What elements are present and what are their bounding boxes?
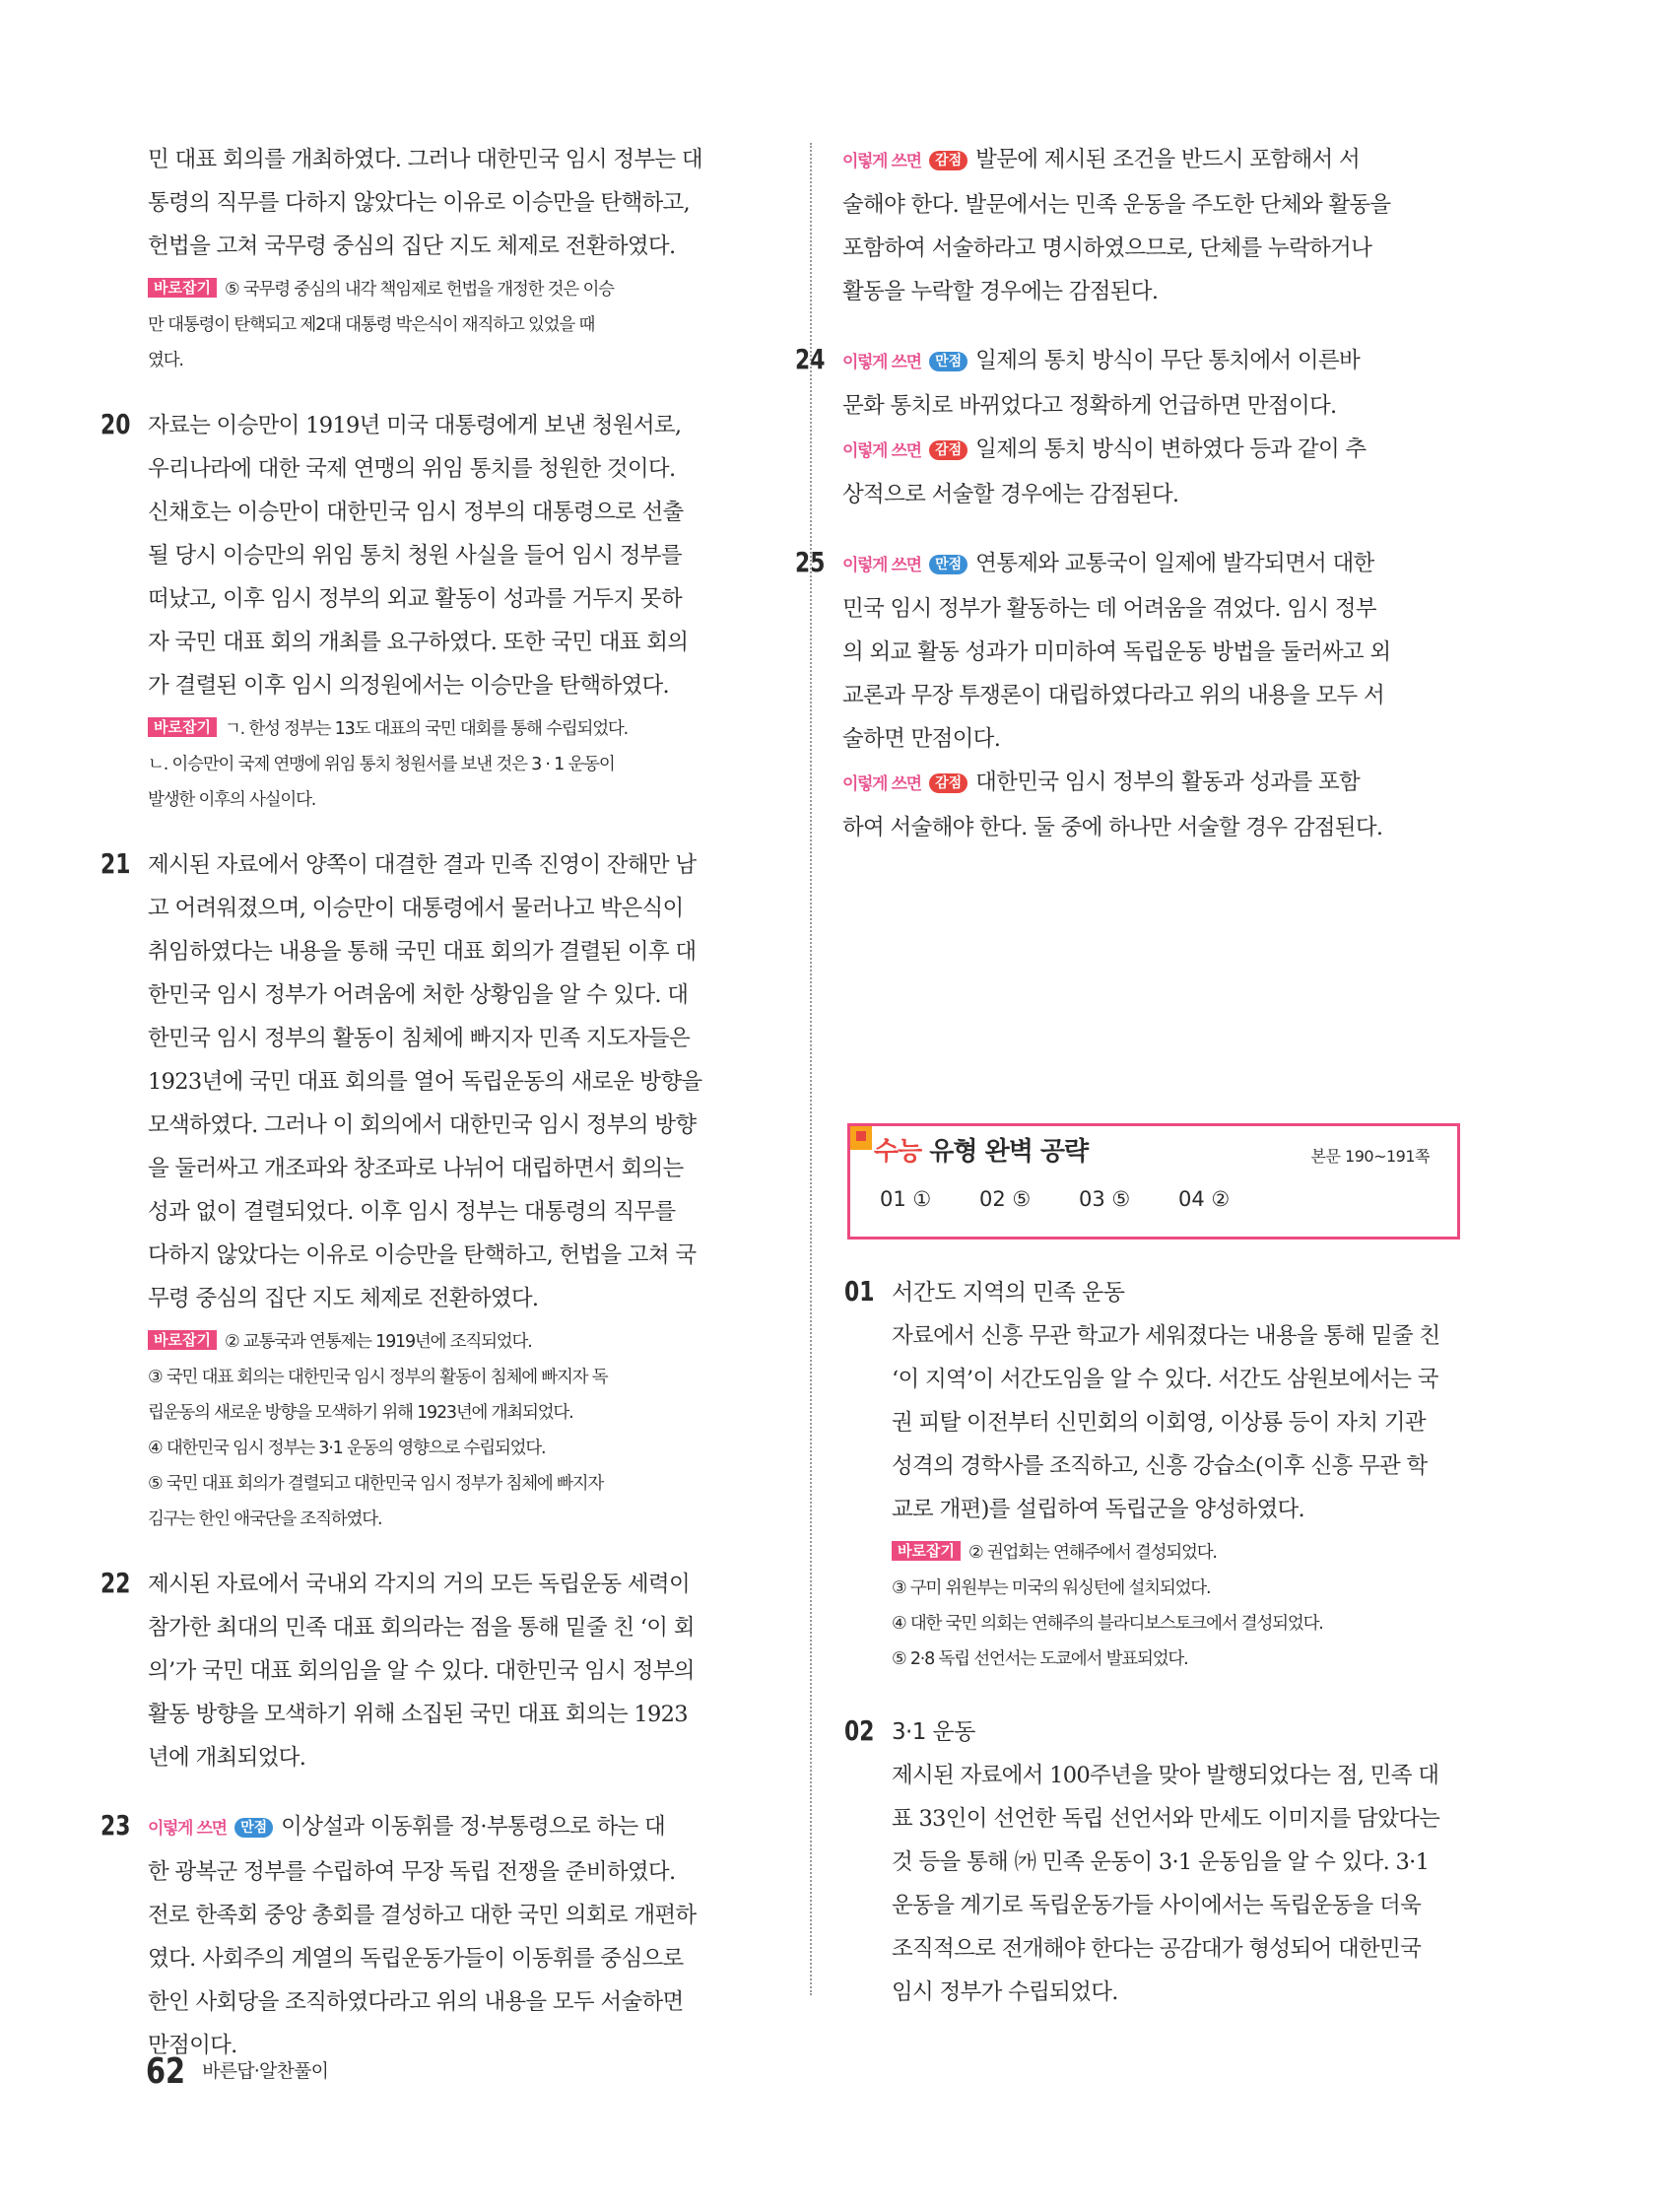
if-written-label: 이렇게 쓰면 <box>842 441 921 461</box>
if-written-label: 이렇게 쓰면 <box>842 152 921 171</box>
text-line: 우리나라에 대한 국제 연맹의 위임 통치를 청원한 것이다. <box>148 456 676 482</box>
text-line: 취임하였다는 내용을 통해 국민 대표 회의가 결렬된 이후 대 <box>148 939 697 965</box>
correction-line: 바로잡기 ② 교통국과 연통제는 1919년에 조직되었다. <box>148 1324 778 1360</box>
answer-text <box>892 1314 1473 1531</box>
text-line: 교로 개편)를 설립하여 독립군을 양성하였다. <box>892 1497 1304 1522</box>
correction-line: 발생한 이후의 사실이다. <box>148 790 316 810</box>
text-line: 될 당시 이승만의 위임 통치 청원 사실을 들어 임시 정부를 <box>148 543 682 569</box>
answer-20 <box>100 404 778 818</box>
correction-tag: 바로잡기 <box>148 1330 217 1350</box>
answer-text <box>148 404 778 707</box>
question-number: 25 <box>795 546 826 578</box>
question-number: 22 <box>100 1567 131 1599</box>
answer-22 <box>100 1563 778 1779</box>
correction-tag: 바로잡기 <box>148 717 217 737</box>
correction-line: ③ 구미 위원부는 미국의 워싱턴에 설치되었다. <box>892 1578 1211 1598</box>
text-line: 민 대표 회의를 개최하였다. 그러나 대한민국 임시 정부는 대 <box>148 147 702 172</box>
text-line: 제시된 자료에서 국내외 각지의 거의 모든 독립운동 세력이 <box>148 1572 691 1597</box>
correction-line: ⑤ 국민 대표 회의가 결렬되고 대한민국 임시 정부가 침체에 빠지자 <box>148 1474 604 1494</box>
text-line: 포함하여 서술하라고 명시하였으므로, 단체를 누락하거나 <box>842 235 1372 261</box>
text-line: 의’가 국민 대표 회의임을 알 수 있다. 대한민국 임시 정부의 <box>148 1658 695 1684</box>
section-title <box>874 1132 1088 1172</box>
text-line: 자료에서 신흥 무관 학교가 세워졌다는 내용을 통해 밑줄 친 <box>892 1323 1440 1349</box>
text-line: 것 등을 통해 ㈎ 민족 운동이 3·1 운동임을 알 수 있다. 3·1 <box>892 1849 1430 1875</box>
text-line: 하여 서술해야 한다. 둘 중에 하나만 서술할 경우 감점된다. <box>842 815 1383 840</box>
text-line: 이렇게 쓰면 만점 연통제와 교통국이 일제에 발각되면서 대한 <box>842 551 1374 576</box>
if-written-label: 이렇게 쓰면 <box>842 774 921 794</box>
text-line: 통령의 직무를 다하지 않았다는 이유로 이승만을 탄핵하고, <box>148 190 691 216</box>
text-line: 권 피탈 이전부터 신민회의 이회영, 이상룡 등이 자치 기관 <box>892 1410 1426 1436</box>
text-line: 였다. 사회주의 계열의 독립운동가들이 이동휘를 중심으로 <box>148 1946 684 1972</box>
page-reference: 본문 190~191쪽 <box>1310 1147 1430 1166</box>
text-line: 년에 개최되었다. <box>148 1745 306 1771</box>
text-line: 조직적으로 전개해야 한다는 공감대가 형성되어 대한민국 <box>892 1936 1422 1962</box>
text-line: 한 광복군 정부를 수립하여 무장 독립 전쟁을 준비하였다. <box>148 1859 676 1885</box>
full-score-badge: 만점 <box>234 1818 273 1838</box>
text-line: 떠났고, 이후 임시 정부의 외교 활동이 성과를 거두지 못하 <box>148 586 682 612</box>
text-line: 이렇게 쓰면 만점 일제의 통치 방식이 무단 통치에서 이른바 <box>842 348 1361 373</box>
answer-key <box>880 1187 1278 1211</box>
text-line: 임시 정부가 수립되었다. <box>892 1979 1118 2005</box>
text-line: 만점이다. <box>148 2033 237 2058</box>
text-line: 전로 한족회 중앙 총회를 결성하고 대한 국민 의회로 개편하 <box>148 1903 697 1928</box>
correction-block <box>148 711 778 818</box>
deduction-badge: 감점 <box>929 773 967 793</box>
text-line: 술해야 한다. 발문에서는 민족 운동을 주도한 단체와 활동을 <box>842 192 1391 218</box>
text-line: 자료는 이승만이 1919년 미국 대통령에게 보낸 청원서로, <box>148 413 682 438</box>
question-number: 24 <box>795 343 826 375</box>
text-line: 고 어려워졌으며, 이승만이 대통령에서 물러나고 박은식이 <box>148 896 684 921</box>
section-title-black: 유형 완벽 공략 <box>929 1137 1089 1167</box>
correction-line: 바로잡기 ㄱ. 한성 정부는 13도 대표의 국민 대회를 통해 수립되었다. <box>148 711 778 747</box>
answer-21 <box>100 843 778 1537</box>
intro-text <box>148 138 778 268</box>
question-number: 01 <box>844 1275 875 1307</box>
text-line: 상적으로 서술할 경우에는 감점된다. <box>842 482 1179 507</box>
text-line: 제시된 자료에서 양쪽이 대결한 결과 민족 진영이 잔해만 남 <box>148 852 697 878</box>
correction-tag: 바로잡기 <box>148 278 217 298</box>
page-number: 62 <box>146 2051 186 2092</box>
text-line: 운동을 계기로 독립운동가들 사이에서는 독립운동을 더욱 <box>892 1893 1422 1918</box>
correction-block <box>148 1324 778 1537</box>
footer-title: 바른답·알찬풀이 <box>202 2060 329 2082</box>
if-written-label: 이렇게 쓰면 <box>842 353 921 372</box>
if-written-label: 이렇게 쓰면 <box>842 556 921 575</box>
text-line: 성과 없이 결렬되었다. 이후 임시 정부는 대통령의 직무를 <box>148 1199 676 1225</box>
correction-line: ㄴ. 이승만이 국제 연맹에 위임 통치 청원서를 보낸 것은 3 · 1 운동이 <box>148 755 615 774</box>
text-line: 을 둘러싸고 개조파와 창조파로 나뉘어 대립하면서 회의는 <box>148 1156 684 1181</box>
correction-line: 바로잡기 ⑤ 국무령 중심의 내각 책임제로 헌법을 개정한 것은 이승 <box>148 272 778 307</box>
text-line: 활동을 누락할 경우에는 감점된다. <box>842 279 1159 304</box>
text-line: 1923년에 국민 대표 회의를 열어 독립운동의 새로운 방향을 <box>148 1069 702 1095</box>
correction-line: 만 대통령이 탄핵되고 제2대 대통령 박은식이 재직하고 있었을 때 <box>148 315 595 335</box>
text-line: 이렇게 쓰면 감점 일제의 통치 방식이 변하였다 등과 같이 추 <box>842 436 1367 462</box>
deduction-badge: 감점 <box>929 151 967 170</box>
answer-key-item: 02 ⑤ <box>979 1187 1032 1211</box>
text-line: 신채호는 이승만이 대한민국 임시 정부의 대통령으로 선출 <box>148 500 684 525</box>
intro-continuation <box>148 138 778 378</box>
correction-line: ③ 국민 대표 회의는 대한민국 임시 정부의 활동이 침체에 빠지자 독 <box>148 1368 608 1387</box>
full-score-badge: 만점 <box>929 555 967 574</box>
column-divider <box>810 143 812 1995</box>
text-line: 교론과 무장 투쟁론이 대립하였다라고 위의 내용을 모두 서 <box>842 683 1385 708</box>
correction-tag: 바로잡기 <box>892 1541 961 1561</box>
answer-key-item: 03 ⑤ <box>1079 1187 1131 1211</box>
section-flag-icon <box>850 1126 872 1150</box>
text-line: 참가한 최대의 민족 대표 회의라는 점을 통해 밑줄 친 ‘이 회 <box>148 1615 695 1641</box>
answer-text <box>148 843 778 1320</box>
answer-heading: 서간도 지역의 민족 운동 <box>892 1280 1125 1306</box>
answer-text <box>842 339 1473 516</box>
text-line: 한민국 임시 정부의 활동이 침체에 빠지자 민족 지도자들은 <box>148 1026 691 1051</box>
text-line: 한인 사회당을 조직하였다라고 위의 내용을 모두 서술하면 <box>148 1989 684 2015</box>
text-line: 헌법을 고쳐 국무령 중심의 집단 지도 체제로 전환하였다. <box>148 234 676 259</box>
answer-24 <box>795 339 1473 516</box>
correction-line: 바로잡기 ② 권업회는 연해주에서 결성되었다. <box>892 1535 1473 1571</box>
text-line: 활동 방향을 모색하기 위해 소집된 국민 대표 회의는 1923 <box>148 1702 688 1727</box>
text-line: ‘이 지역’이 서간도임을 알 수 있다. 서간도 삼원보에서는 국 <box>892 1367 1438 1392</box>
text-line: 문화 통치로 바뀌었다고 정확하게 언급하면 만점이다. <box>842 393 1337 419</box>
text-line: 무령 중심의 집단 지도 체제로 전환하였다. <box>148 1286 539 1311</box>
right-column <box>795 138 1473 875</box>
answer-23-deduction <box>842 138 1473 313</box>
text-line: 술하면 만점이다. <box>842 726 1001 752</box>
answer-23 <box>100 1805 778 2067</box>
question-number: 21 <box>100 847 131 880</box>
text-line: 다하지 않았다는 이유로 이승만을 탄핵하고, 헌법을 고쳐 국 <box>148 1242 697 1268</box>
text-line: 성격의 경학사를 조직하고, 신흥 강습소(이후 신흥 무관 학 <box>892 1453 1428 1479</box>
answer-heading: 3·1 운동 <box>892 1719 975 1745</box>
question-number: 23 <box>100 1809 131 1842</box>
text-line: 가 결렬된 이후 임시 의정원에서는 이승만을 탄핵하였다. <box>148 673 669 699</box>
answer-text <box>842 138 1473 313</box>
suneung-answer-01 <box>844 1271 1473 1677</box>
text-line: 이렇게 쓰면 감점 발문에 제시된 조건을 반드시 포함해서 서 <box>842 147 1361 172</box>
deduction-badge: 감점 <box>929 440 967 460</box>
text-line: 자 국민 대표 회의 개최를 요구하였다. 또한 국민 대표 회의 <box>148 630 689 655</box>
text-line: 표 33인이 선언한 독립 선언서와 만세도 이미지를 담았다는 <box>892 1806 1440 1832</box>
section-title-red: 수능 <box>874 1137 922 1167</box>
left-column <box>100 138 778 2093</box>
suneung-explanations <box>844 1271 1473 2040</box>
correction-line: 김구는 한인 애국단을 조직하였다. <box>148 1509 382 1529</box>
page-footer <box>146 2051 328 2092</box>
answer-25 <box>795 542 1473 849</box>
question-number: 20 <box>100 408 131 440</box>
text-line: 한민국 임시 정부가 어려움에 처한 상황임을 알 수 있다. 대 <box>148 982 689 1008</box>
suneung-answer-02 <box>844 1710 1473 2014</box>
correction-line: 립운동의 새로운 방향을 모색하기 위해 1923년에 개최되었다. <box>148 1403 573 1423</box>
answer-key-item: 01 ① <box>880 1187 932 1211</box>
full-score-badge: 만점 <box>929 352 967 371</box>
text-line: 이렇게 쓰면 감점 대한민국 임시 정부의 활동과 성과를 포함 <box>842 770 1361 795</box>
answer-text <box>148 1563 778 1779</box>
if-written-label: 이렇게 쓰면 <box>148 1819 227 1839</box>
text-line: 의 외교 활동 성과가 미미하여 독립운동 방법을 둘러싸고 외 <box>842 639 1391 665</box>
correction-line: ④ 대한민국 임시 정부는 3·1 운동의 영향으로 수립되었다. <box>148 1439 546 1458</box>
question-number: 02 <box>844 1714 875 1747</box>
text-line: 모색하였다. 그러나 이 회의에서 대한민국 임시 정부의 방향 <box>148 1112 697 1138</box>
answer-key-item: 04 ② <box>1178 1187 1231 1211</box>
correction-line: ⑤ 2·8 독립 선언서는 도쿄에서 발표되었다. <box>892 1649 1188 1669</box>
answer-text <box>892 1754 1473 2014</box>
answer-text <box>842 542 1473 849</box>
text-line: 제시된 자료에서 100주년을 맞아 발행되었다는 점, 민족 대 <box>892 1763 1439 1788</box>
correction-block <box>892 1535 1473 1677</box>
correction-line: 였다. <box>148 351 183 370</box>
correction-line: ④ 대한 국민 의회는 연해주의 블라디보스토크에서 결성되었다. <box>892 1614 1323 1634</box>
correction-block <box>148 272 778 378</box>
suneung-answer-box <box>847 1123 1460 1240</box>
text-line: 민국 임시 정부가 활동하는 데 어려움을 겪었다. 임시 정부 <box>842 596 1376 622</box>
text-line: 이렇게 쓰면 만점 이상설과 이동휘를 정·부통령으로 하는 대 <box>148 1814 666 1840</box>
answer-text <box>148 1805 778 2067</box>
